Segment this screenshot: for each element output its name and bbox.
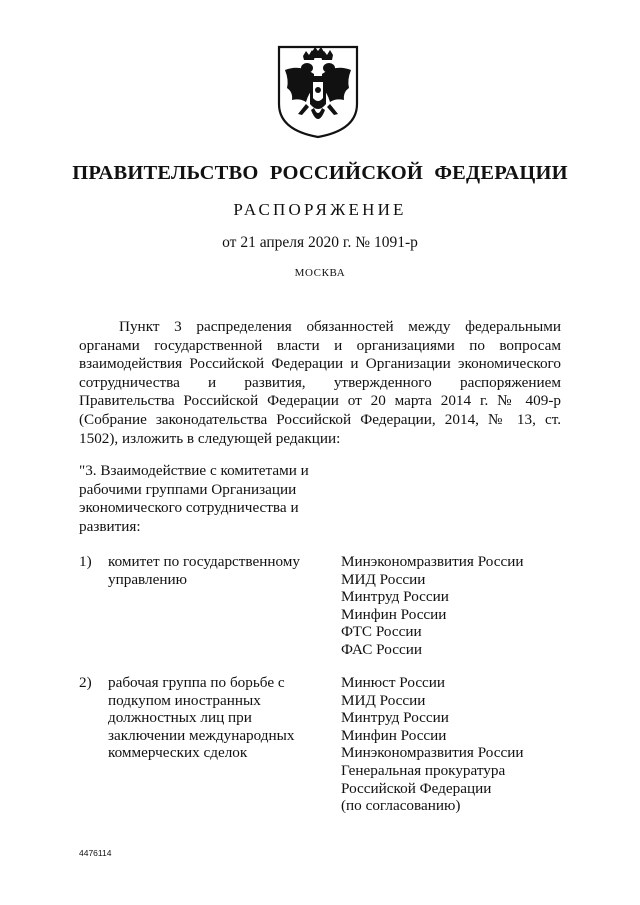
agency-name: ФТС России — [341, 623, 422, 641]
agency-name: Генеральная прокуратура — [341, 761, 506, 779]
document-id: 4476114 — [79, 848, 112, 858]
agency-name: Минфин России — [341, 726, 447, 744]
item-agencies — [341, 674, 581, 815]
agency-name: ФАС России — [341, 640, 422, 658]
agency-name: (по согласованию) — [341, 797, 461, 815]
agency-name: Минэкономразвития России — [341, 744, 524, 762]
agency-name: МИД России — [341, 691, 426, 709]
agency-name: Минфин России — [341, 605, 447, 623]
item-number: 1) — [79, 553, 92, 570]
section-heading: "3. Взаимодействие с комитетами и рабочими группами Организации экономического сотрудничества и развития: — [79, 462, 309, 535]
agency-name: Минтруд России — [341, 709, 449, 727]
government-title: ПРАВИТЕЛЬСТВО РОССИЙСКОЙ ФЕДЕРАЦИИ — [72, 162, 568, 184]
item-agencies — [341, 553, 581, 659]
item-description: комитет по государственному управлению — [108, 553, 301, 588]
item-number: 2) — [79, 674, 92, 691]
agency-name: Российской Федерации — [341, 779, 492, 797]
coat-of-arms-emblem-icon — [276, 44, 360, 140]
item-description: рабочая группа по борьбе с подкупом иностранных должностных лиц при заключении международных коммерческих сделок — [108, 674, 295, 762]
agency-name: Минтруд России — [341, 588, 449, 606]
city: МОСКВА — [294, 267, 346, 279]
agency-name: Минэкономразвития России — [341, 553, 524, 570]
main-paragraph: Пункт 3 распределения обязанностей между федеральными органами государственной власти и организациями по вопросам взаимодействия Российской Федерации и Организации экономического сотрудничества и развития, утвержденного распоряжением Правительства Российской Федерации от 20 марта 2014 г. № 409-р (Собрание законодательства Российской Федерации, 2014, № 13, ст. 1502), изложить в следующей редакции: — [79, 318, 561, 447]
agency-name: МИД России — [341, 570, 426, 588]
agency-name: Минюст России — [341, 674, 446, 691]
document-type: РАСПОРЯЖЕНИЕ — [233, 200, 407, 219]
date-and-number: от 21 апреля 2020 г. № 1091-р — [222, 234, 418, 251]
